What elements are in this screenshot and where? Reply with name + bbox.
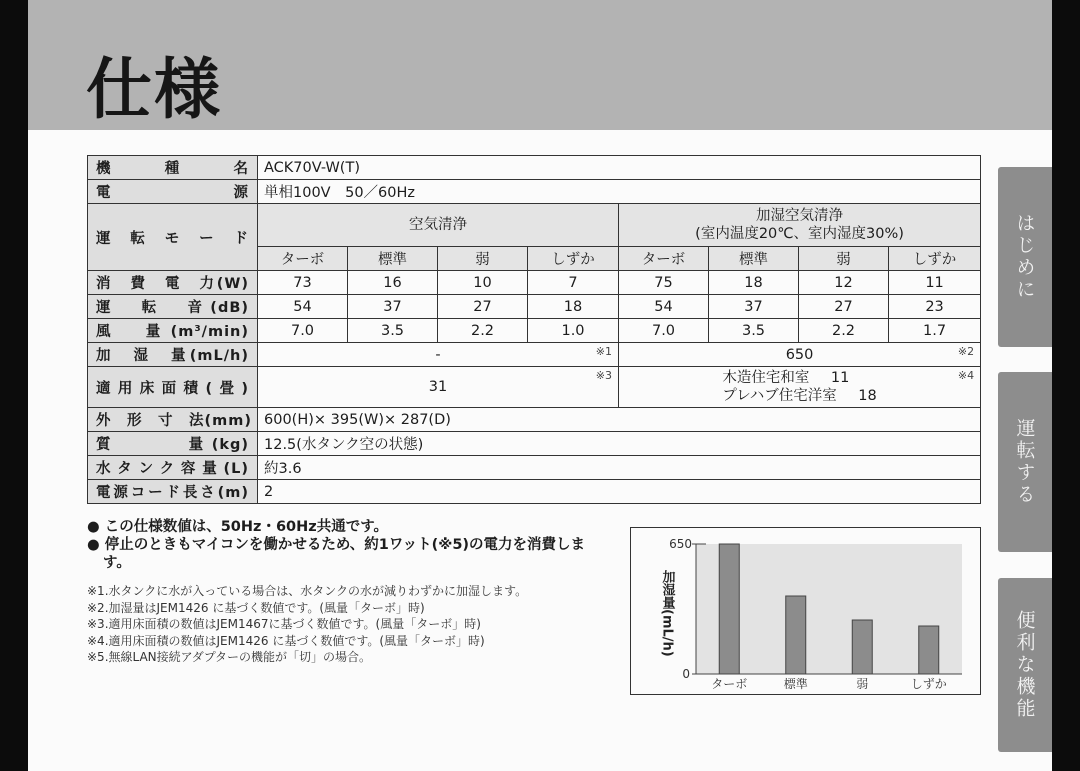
cell-value: 2.2 [438, 319, 528, 343]
model-value: ACK70V-W(T) [258, 156, 981, 180]
y-tick-label: 0 [682, 667, 690, 681]
cell-value: 27 [799, 295, 889, 319]
row-label: 運 転 音(dB) [88, 295, 258, 319]
x-tick-label: 標準 [783, 677, 808, 691]
dims-value: 600(H)× 395(W)× 287(D) [258, 408, 981, 432]
humid-label: 加 湿 量(mL/h) [88, 343, 258, 367]
area-prefab-value: 18 [858, 388, 877, 404]
bullet-item: ● 停止のときもマイコンを働かせるため、約1ワット(※5)の電力を消費します。 [87, 537, 586, 571]
cell-value: 7.0 [258, 319, 348, 343]
humidification-row [88, 343, 981, 367]
speed-header: 弱 [438, 247, 528, 271]
row-label: 消 費 電 力(W) [88, 271, 258, 295]
footnote-item: ※5.無線LAN接続アダプターの機能が「切」の場合。 [87, 650, 371, 664]
cell-value: 7 [528, 271, 619, 295]
cell-value: 11 [889, 271, 981, 295]
cell-value: 54 [619, 295, 709, 319]
y-tick-label: 650 [669, 537, 692, 551]
mode-humidify-title: 加湿空気清浄 [756, 208, 844, 224]
page-edge [1052, 0, 1080, 771]
area-label: 適用床面積(畳) [88, 367, 258, 408]
note-ref: ※3 [595, 369, 612, 382]
chart-bar [852, 620, 872, 674]
mode-humidify-condition: (室内温度20℃、室内湿度30%) [695, 226, 904, 242]
mode-humidify-purify [619, 204, 981, 247]
page-header [28, 0, 1052, 130]
cell-value: 1.0 [528, 319, 619, 343]
airflow-row [88, 319, 981, 343]
cord-label: 電源コード長さ(m) [88, 480, 258, 504]
spec-table [87, 155, 981, 504]
chart-bar [786, 596, 806, 674]
cell-value: 12 [799, 271, 889, 295]
tank-value: 約3.6 [258, 456, 981, 480]
chart-bar [719, 544, 739, 674]
speed-header: しずか [528, 247, 619, 271]
cell-value: 23 [889, 295, 981, 319]
humid-air-cell [258, 343, 619, 367]
footnotes [87, 583, 627, 666]
cell-value: 27 [438, 295, 528, 319]
note-ref: ※2 [957, 345, 975, 358]
cell-value: 1.7 [889, 319, 981, 343]
tab-introduction[interactable]: はじめに [998, 167, 1052, 347]
speed-header: 弱 [799, 247, 889, 271]
speed-header: 標準 [348, 247, 438, 271]
area-humid-list [722, 369, 876, 405]
humidification-chart [630, 527, 981, 695]
area-wood-value: 11 [830, 370, 850, 386]
cell-value: 75 [619, 271, 709, 295]
cell-value: 37 [709, 295, 799, 319]
speed-header: ターボ [258, 247, 348, 271]
row-label: 風 量(m³/min) [88, 319, 258, 343]
area-humid-cell [619, 367, 981, 408]
mass-value: 12.5(水タンク空の状態) [258, 432, 981, 456]
cell-value: 16 [348, 271, 438, 295]
page-title: 仕様 [86, 51, 222, 128]
area-prefab-label: プレハブ住宅洋室 [722, 388, 837, 404]
cell-value: 37 [348, 295, 438, 319]
footnote-item: ※2.加湿量はJEM1426 に基づく数値です。(風量「ターボ」時) [87, 600, 425, 615]
tab-useful-functions[interactable]: 便利な機能 [998, 578, 1052, 752]
footnote-item: ※1.水タンクに水が入っている場合は、水タンクの水が減りわずかに加湿します。 [87, 584, 528, 598]
cord-value: 2 [258, 480, 981, 504]
cell-value: 54 [258, 295, 348, 319]
cell-value: 3.5 [709, 319, 799, 343]
tab-operation[interactable]: 運転する [998, 372, 1052, 552]
speed-header: しずか [889, 247, 981, 271]
noise-row [88, 295, 981, 319]
chart-bar [919, 626, 939, 674]
floor-area-row [88, 367, 981, 408]
footnote-item: ※3.適用床面積の数値はJEM1467に基づく数値です。(風量「ターボ」時) [87, 617, 481, 631]
cell-value: 18 [709, 271, 799, 295]
x-tick-label: 弱 [856, 677, 869, 691]
speed-header: ターボ [619, 247, 709, 271]
humid-humid-value: 650 [785, 346, 814, 363]
note-ref: ※4 [957, 369, 975, 382]
model-label: 機 種 名 [88, 156, 258, 180]
dims-label: 外 形 寸 法(mm) [88, 408, 258, 432]
humid-humid-cell [619, 343, 981, 367]
area-air-cell [258, 367, 619, 408]
cell-value: 2.2 [799, 319, 889, 343]
cell-value: 7.0 [619, 319, 709, 343]
humid-air-value: - [435, 346, 441, 363]
x-tick-label: しずか [910, 677, 947, 691]
area-air-value: 31 [428, 379, 448, 395]
bullet-item: ● この仕様数値は、50Hz・60Hz共通です。 [87, 519, 389, 535]
y-axis-label: 加湿量(mL/h) [659, 570, 675, 657]
cell-value: 10 [438, 271, 528, 295]
mode-label: 運 転 モ ー ド [88, 204, 258, 271]
tank-label: 水タンク容量(L) [88, 456, 258, 480]
power-value: 単相100V 50／60Hz [258, 180, 981, 204]
x-tick-label: ターボ [711, 677, 748, 691]
speed-header: 標準 [709, 247, 799, 271]
mode-air-purify: 空気清浄 [258, 204, 619, 247]
cell-value: 18 [528, 295, 619, 319]
cell-value: 73 [258, 271, 348, 295]
mass-label: 質 量(kg) [88, 432, 258, 456]
chart-svg [631, 528, 980, 694]
cell-value: 3.5 [348, 319, 438, 343]
note-ref: ※1 [595, 345, 612, 358]
footnote-item: ※4.適用床面積の数値はJEM1426 に基づく数値です。(風量「ターボ」時) [87, 633, 485, 648]
area-wood-label: 木造住宅和室 [722, 370, 810, 386]
spec-notes [87, 518, 607, 572]
power-consumption-row [88, 271, 981, 295]
power-label: 電 源 [88, 180, 258, 204]
